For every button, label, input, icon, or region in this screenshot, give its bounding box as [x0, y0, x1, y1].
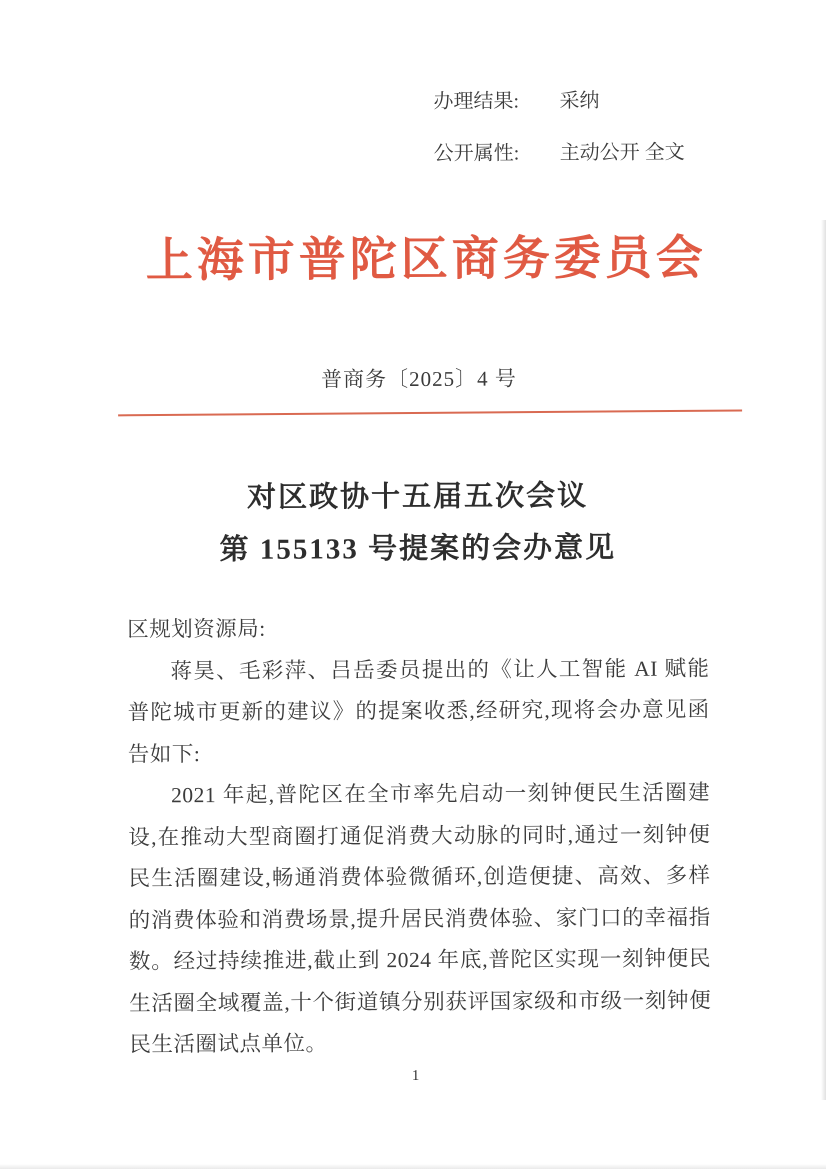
result-value: 采纳 [559, 90, 600, 113]
publicity-value: 主动公开 全文 [559, 141, 685, 165]
document-title [59, 469, 776, 577]
publicity-label: 公开属性: [433, 142, 520, 165]
agency-name-headline: 上海市普陀区商务委员会 [145, 232, 707, 288]
document-title-line1: 对区政协十五届五次会议 [246, 480, 589, 514]
red-divider-rule [118, 409, 742, 416]
result-label: 办理结果: [433, 90, 520, 113]
paragraph-2: 2021 年起,普陀区在全市率先启动一刻钟便民生活圈建设,在推动大型商圈打通促消费大动脉的同时,通过一刻钟便民生活圈建设,畅通消费体验微循环,创造便捷、高效、多样的消费体验和消费场景,提升居民消费体验、家门口的幸福指数。经过持续推进,截止到 2024 年底,普陀区实现一刻钟便民生活圈全域覆盖,十个街道镇分别获评国家级和市级一刻钟便民生活圈试点单位。 [128, 780, 712, 1057]
document-number: 普商务〔2025〕4 号 [320, 366, 517, 392]
meta-block [433, 85, 685, 190]
meta-row-publicity [434, 137, 685, 170]
page-number: 1 [411, 1067, 420, 1085]
salutation: 区规划资源局: [127, 616, 266, 642]
document-body [127, 606, 711, 1066]
meta-row-result [433, 85, 684, 118]
document-title-line2: 第 155133 号提案的会办意见 [219, 531, 617, 567]
paragraph-1: 蒋昊、毛彩萍、吕岳委员提出的《让人工智能 AI 赋能普陀城市更新的建议》的提案收悉,经研究,现将会办意见函告如下: [127, 655, 710, 766]
